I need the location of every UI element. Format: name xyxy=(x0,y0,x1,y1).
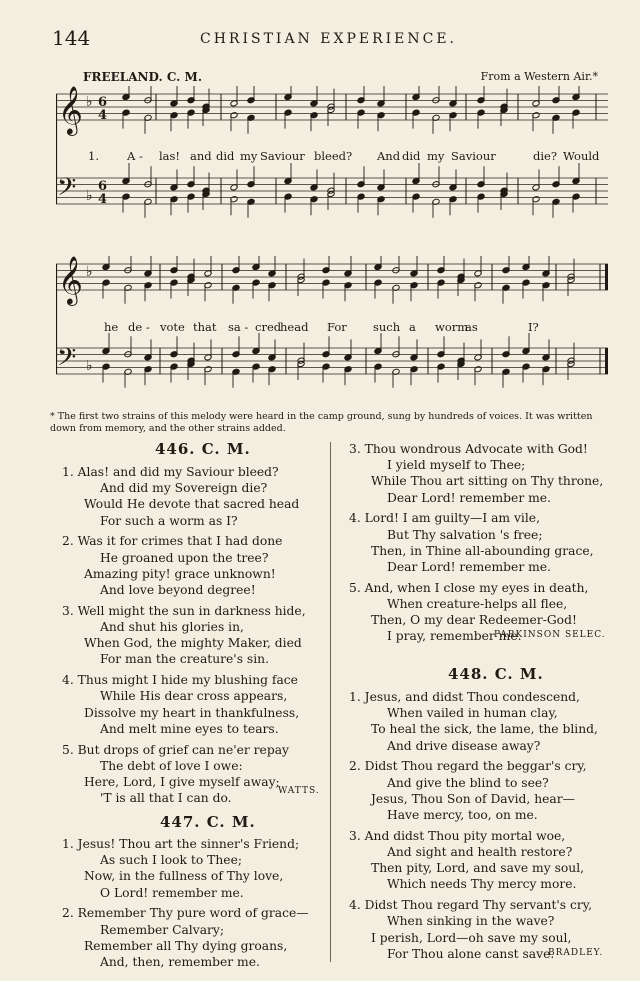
tune-footnote: * The first two strains of this melody were heard in the camp ground, sung by hundreds of voices. It was written down from memory, and the other strains added. xyxy=(50,411,593,434)
lyric-syllable: my xyxy=(427,149,445,163)
stanza-line: For such a worm as I? xyxy=(100,513,238,528)
stanza xyxy=(62,905,309,970)
lyric-syllable: A - xyxy=(127,149,143,163)
stanza-line: Here, Lord, I give myself away; xyxy=(84,775,280,789)
lyric-syllable: las! xyxy=(159,149,181,163)
stanza xyxy=(349,828,584,893)
stanza-line: 4. Didst Thou regard Thy servant's cry, xyxy=(349,898,593,913)
stanza-line: When vailed in human clay, xyxy=(387,706,558,721)
lyric-syllable: that xyxy=(193,320,217,334)
stanza-line: While His dear cross appears, xyxy=(100,689,288,704)
lyric-syllable: worm xyxy=(435,320,469,334)
lyric-syllable: as xyxy=(465,320,478,334)
final-barline xyxy=(605,348,608,374)
final-barline xyxy=(605,264,608,290)
stanza-line: O Lord! remember me. xyxy=(100,885,244,900)
stanza-line: Then pity, Lord, and save my soul, xyxy=(371,861,585,876)
running-title: CHRISTIAN EXPERIENCE. xyxy=(200,31,458,47)
stanza-line: 3. Thou wondrous Advocate with God! xyxy=(349,442,588,456)
hymn-447-number: 447. C. M. xyxy=(160,813,256,831)
stanza-line: And, then, remember me. xyxy=(100,955,260,969)
lyric-syllable: did xyxy=(216,149,235,163)
key-flat: ♭ xyxy=(86,358,93,374)
stanza-line: And drive disease away? xyxy=(387,738,541,753)
treble-clef: 𝄞 xyxy=(58,86,83,134)
stanza-line: 1. Jesus! Thou art the sinner's Friend; xyxy=(62,837,300,851)
stanza-line: Then, in Thine all-abounding grace, xyxy=(371,543,594,558)
stanza-line: 1. Jesus, and didst Thou condescend, xyxy=(349,690,580,704)
stanza-line: And shut his glories in, xyxy=(100,620,244,634)
stanza-line: I pray, remember me. xyxy=(387,629,522,644)
lyric-syllable: did xyxy=(402,149,421,163)
lyric-syllable: cred xyxy=(255,320,282,334)
stanza-line: 5. But drops of grief can ne'er repay xyxy=(62,742,289,757)
time-signature: 6 xyxy=(98,95,108,110)
stanza-line: For Thou alone canst save. xyxy=(387,946,555,961)
bass-clef: 𝄢 xyxy=(57,343,77,378)
stanza-line: And love beyond degree! xyxy=(100,583,256,597)
stanza-line: While Thou art sitting on Thy throne, xyxy=(371,474,604,489)
column-divider xyxy=(330,442,331,962)
stanza-line: Amazing pity! grace unknown! xyxy=(84,566,276,581)
stanza xyxy=(62,742,289,807)
stanza-line: Dear Lord! remember me. xyxy=(387,490,551,505)
stanza-line: Remember Calvary; xyxy=(100,922,224,937)
stanza-line: Have mercy, too, on me. xyxy=(387,808,538,822)
stanza-line: Then, O my dear Redeemer-God! xyxy=(371,613,577,628)
time-signature: 4 xyxy=(98,192,108,207)
stanza-line: And sight and health restore? xyxy=(387,845,573,859)
stanza-line: Now, in the fullness of Thy love, xyxy=(84,869,284,884)
stanza-line: For man the creature's sin. xyxy=(100,652,269,667)
stanza xyxy=(349,510,594,575)
lyric-syllable: Would xyxy=(563,149,600,163)
stanza-line: Dissolve my heart in thankfulness, xyxy=(84,705,300,720)
stanza-line: He groaned upon the tree? xyxy=(100,550,269,565)
stanza-line: 4. Lord! I am guilty—I am vile, xyxy=(349,511,540,526)
key-flat: ♭ xyxy=(86,94,93,110)
time-signature: 6 xyxy=(98,179,108,194)
stanza-line: Would He devote that sacred head xyxy=(84,497,300,512)
stanza xyxy=(349,441,603,506)
lyric-syllable: head xyxy=(280,320,309,334)
lyric-syllable: sa - xyxy=(228,320,249,334)
stanza-line: 2. Remember Thy pure word of grace— xyxy=(62,906,309,921)
stanza-line: When sinking in the wave? xyxy=(387,914,555,929)
hymn-448-author: BRADLEY. xyxy=(548,948,604,958)
lyric-syllable: and xyxy=(190,149,212,163)
stanza-line: 'T is all that I can do. xyxy=(100,791,232,806)
tune-source: From a Western Air.* xyxy=(480,70,598,83)
stanza-line: Dear Lord! remember me. xyxy=(387,560,551,574)
lyric-syllable: my xyxy=(240,149,258,163)
stanza-line: And melt mine eyes to tears. xyxy=(100,721,279,736)
stanza xyxy=(62,672,299,737)
lyric-syllable: he xyxy=(104,320,119,334)
bass-clef: 𝄢 xyxy=(57,173,77,208)
lyric-syllable: a xyxy=(409,320,416,334)
lyric-syllable: Saviour xyxy=(260,149,305,163)
lyric-syllable: 1. xyxy=(88,149,99,163)
stanza-line: 2. Didst Thou regard the beggar's cry, xyxy=(349,759,587,774)
stanza-line: When God, the mighty Maker, died xyxy=(84,636,302,651)
hymn-447-author: PARKINSON SELEC. xyxy=(494,630,606,640)
treble-clef: 𝄞 xyxy=(58,256,83,304)
tune-name: FREELAND. C. M. xyxy=(83,70,202,84)
stanza xyxy=(62,836,299,901)
stanza-line: As such I look to Thee; xyxy=(100,853,242,868)
stanza xyxy=(62,464,299,529)
hymn-448-number: 448. C. M. xyxy=(448,665,544,683)
key-flat: ♭ xyxy=(86,264,93,280)
stanza-line: But Thy salvation 's free; xyxy=(387,527,543,542)
lyric-syllable: I? xyxy=(528,320,539,334)
stanza xyxy=(349,689,598,754)
stanza-line: 3. Well might the sun in darkness hide, xyxy=(62,603,306,618)
stanza-line: I perish, Lord—oh save my soul, xyxy=(371,930,572,945)
lyric-syllable: For xyxy=(327,320,347,334)
stanza-line: Which needs Thy mercy more. xyxy=(387,877,577,892)
stanza-line: And did my Sovereign die? xyxy=(100,481,268,496)
time-signature: 4 xyxy=(98,108,108,123)
hymn-446-number: 446. C. M. xyxy=(155,440,251,458)
lyric-syllable: bleed? xyxy=(314,149,353,163)
stanza-line: When creature-helps all flee, xyxy=(387,597,568,611)
stanza-line: To heal the sick, the lame, the blind, xyxy=(371,722,598,737)
stanza-line: I yield myself to Thee; xyxy=(387,458,526,473)
stanza-line: 3. And didst Thou pity mortal woe, xyxy=(349,828,566,843)
lyric-syllable: such xyxy=(373,320,401,334)
lyric-syllable: die? xyxy=(533,149,558,163)
stanza xyxy=(349,758,587,823)
stanza-line: And give the blind to see? xyxy=(387,775,549,790)
stanza xyxy=(62,533,282,598)
lyric-syllable: de - xyxy=(128,320,150,334)
stanza-line: Jesus, Thou Son of David, hear— xyxy=(371,791,575,806)
stanza-line: 5. And, when I close my eyes in death, xyxy=(349,580,589,595)
stanza-line: 4. Thus might I hide my blushing face xyxy=(62,673,298,688)
lyric-syllable: vote xyxy=(160,320,185,334)
lyric-syllable: Saviour xyxy=(451,149,496,163)
page-number: 144 xyxy=(52,26,91,50)
lyric-syllable: And xyxy=(377,149,401,163)
stanza-line: The debt of love I owe: xyxy=(100,758,243,773)
hymn-446-author: WATTS. xyxy=(278,786,320,796)
stanza-line: 2. Was it for crimes that I had done xyxy=(62,534,283,549)
stanza-line: 1. Alas! and did my Saviour bleed? xyxy=(62,465,279,479)
stanza xyxy=(62,603,306,668)
key-flat: ♭ xyxy=(86,188,93,204)
stanza-line: Remember all Thy dying groans, xyxy=(84,938,288,953)
